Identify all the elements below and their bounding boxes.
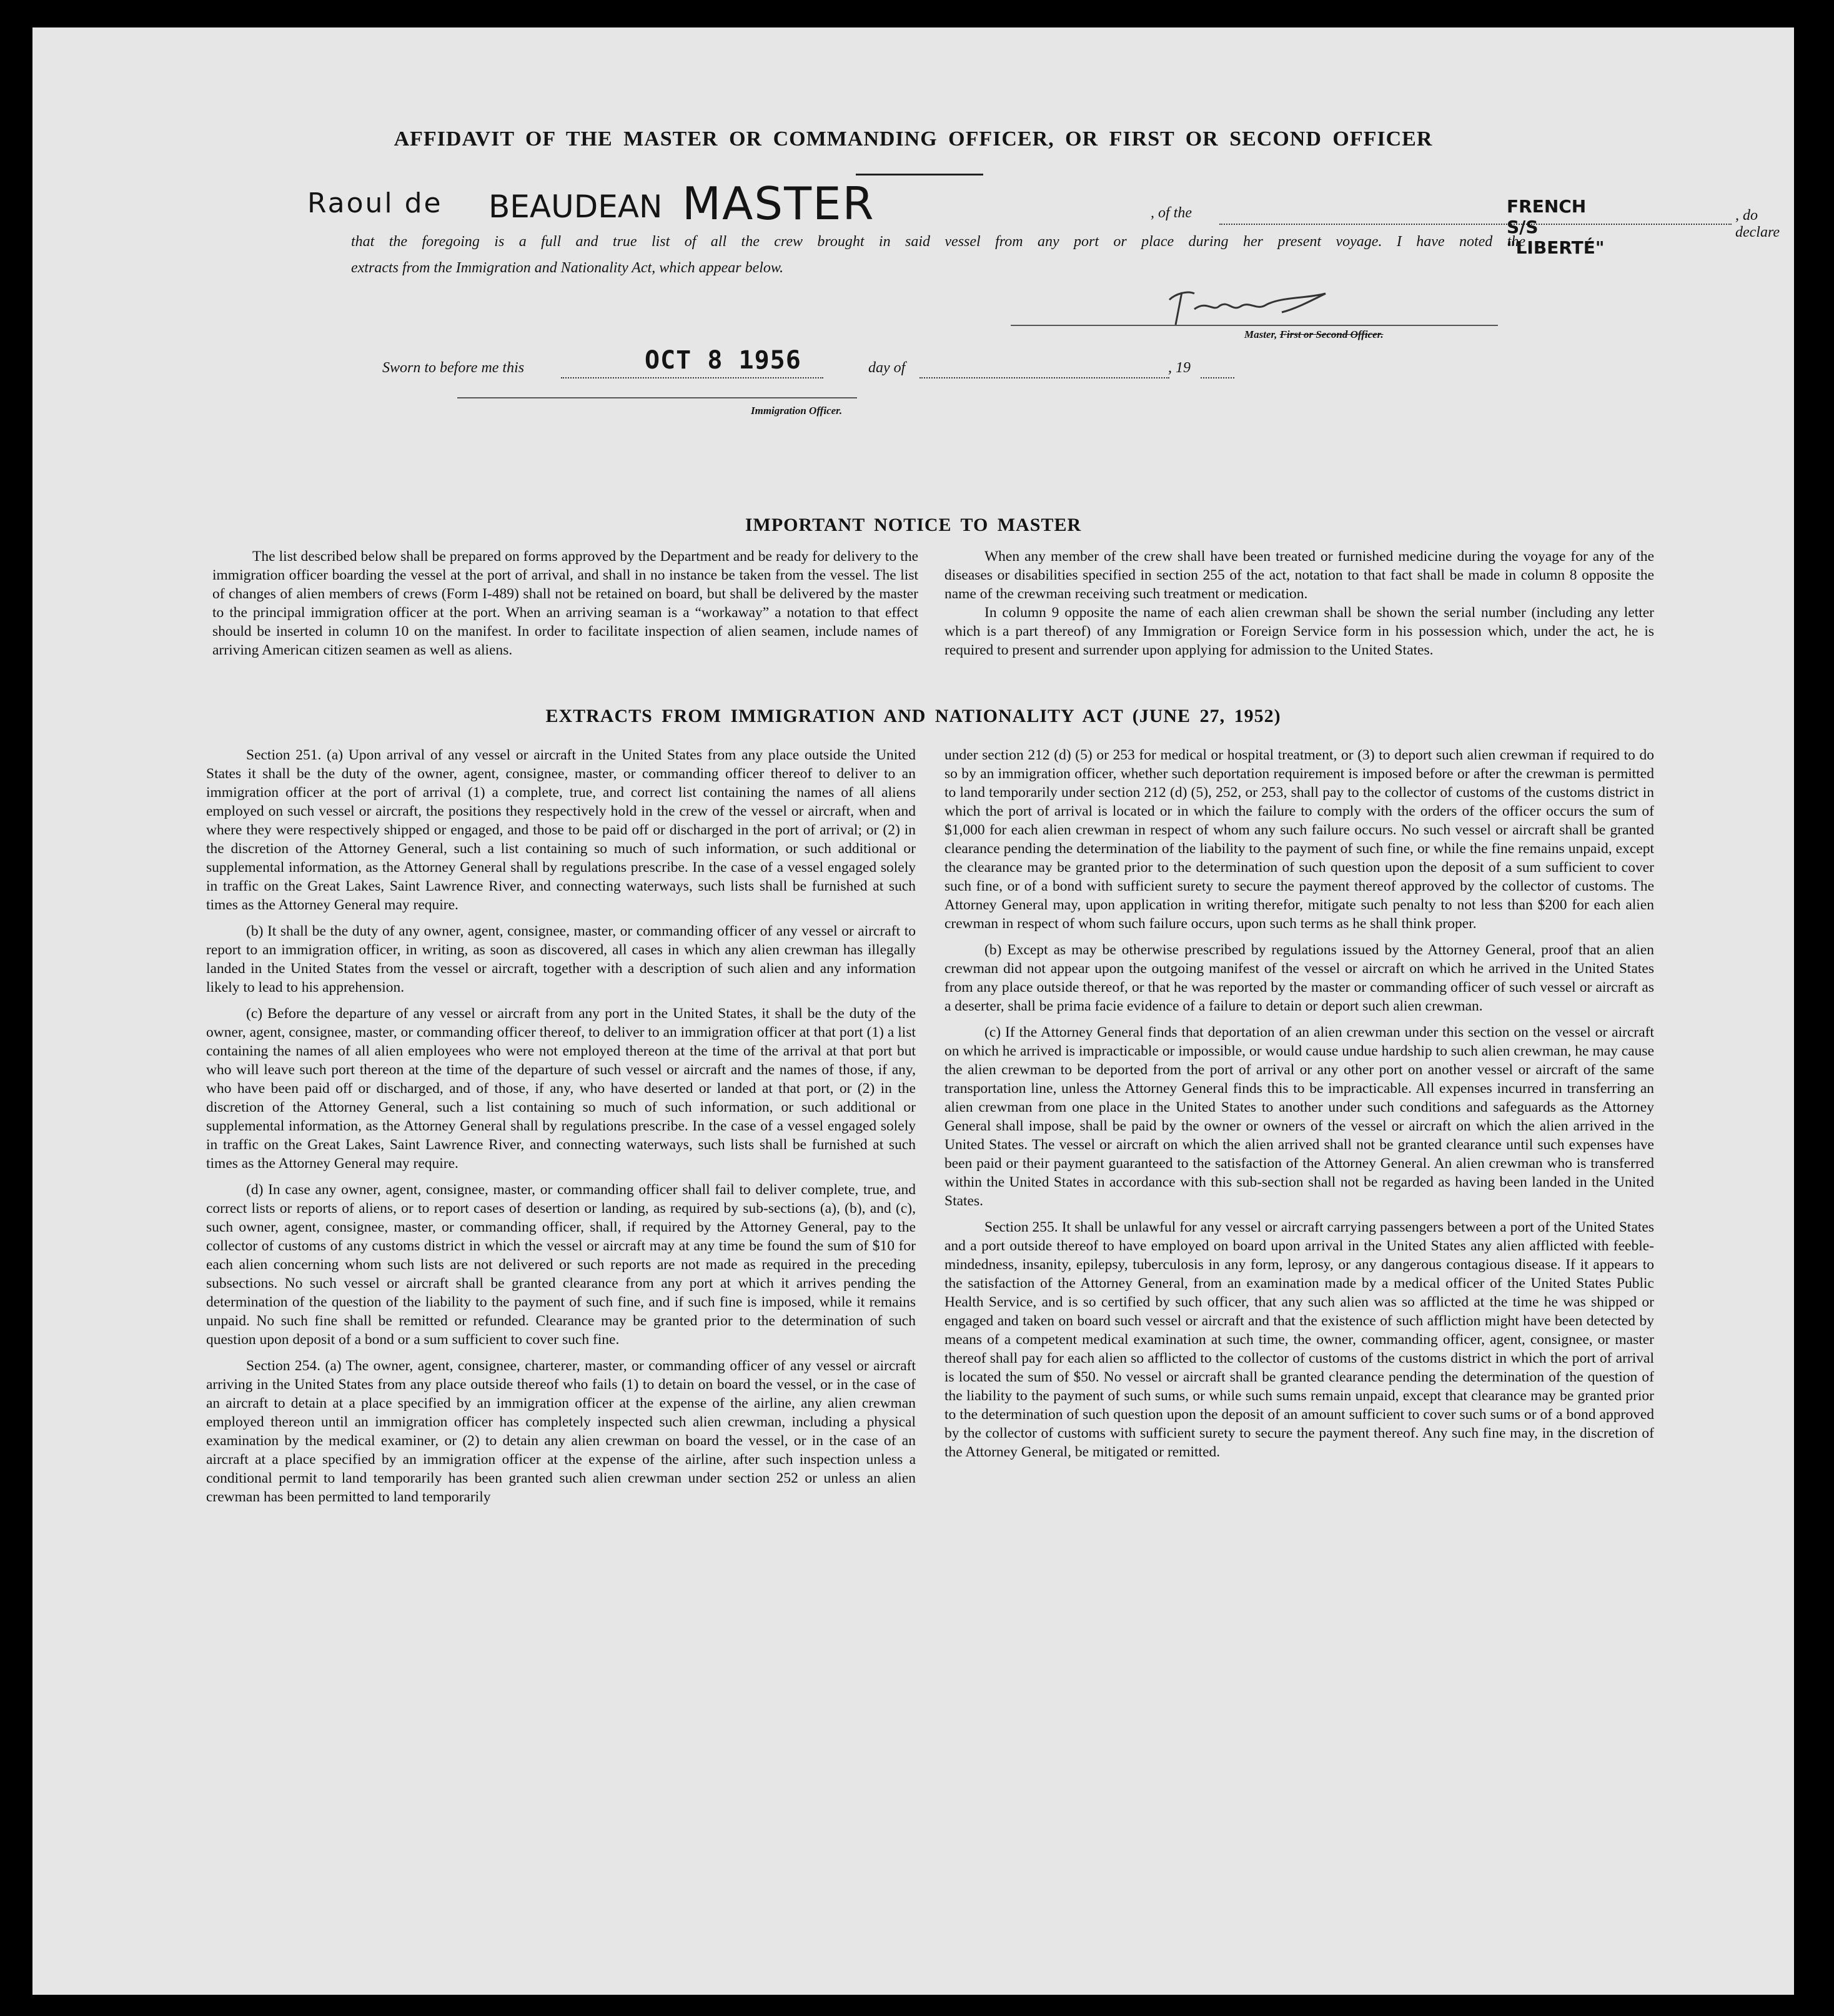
notice-right-column	[944, 547, 1654, 667]
affidavit-statement	[351, 229, 1525, 281]
notice-title: IMPORTANT NOTICE TO MASTER	[745, 515, 1082, 535]
section-251b: (b) It shall be the duty of any owner, agent, consignee, master, or commanding officer of any vessel or aircraft to report to an immigration officer, in writing, as soon as discovered, all cases in which any alien crewman has illegally landed in the United States from the vessel or aircraft, together with a description of such alien and any information likely to lead to his apprehension.	[206, 923, 916, 996]
statement-line-2: extracts from the Immigration and Nationality Act, which appear below.	[351, 260, 784, 276]
typed-rank: MASTER	[682, 177, 875, 230]
section-251d: (d) In case any owner, agent, consignee, master, or commanding officer shall fail to deliver complete, true, and correct lists or reports of aliens, or to report cases of desertion or landing, as required by sub-sections (a), (b), and (c), such owner, agent, consignee, master, or commanding officer, shall, if required by the Attorney General, pay to the collector of customs of any customs district in which the vessel or aircraft may at any time be found the sum of $10 for each alien concerning whom such lists are not delivered or such reports are not made as required in the preceding subsections. No such vessel or aircraft shall be granted clearance from any port at which it arrives pending the determination of the question of the liability to the payment of such fine, and if such fine is imposed, while it remains unpaid. No such fine shall be remitted or refunded. Clearance may be granted prior to the determination of such question upon deposit of a bond or a sum sufficient to cover such fine.	[206, 1182, 916, 1348]
section-255: Section 255. It shall be unlawful for any vessel or aircraft carrying passengers between a port of the United States and a port outside thereof to have employed on board upon arrival in the United States any alien afflicted with feeble-mindedness, insanity, epilepsy, tuberculosis in any form, leprosy, or any dangerous contagious disease. If it appears to the satisfaction of the Attorney General, from an examination made by a medical officer of the United States Public Health Service, and is so certified by such officer, that any such alien was so afflicted at the time he was shipped or engaged and taken on board such vessel or aircraft and that the existence of such affliction might have been detected by means of a competent medical examination at such time, the owner, commanding officer, agent, consignee, or master thereof shall pay for each alien so afflicted to the collector of customs of the customs district in which the port of arrival is located the sum of $50. No vessel or aircraft shall be granted clearance pending the determination of the question of the liability to the payment of such sums, or while such sums remain unpaid, except that clearance may be granted prior to the determination of such question upon the deposit of an amount sufficient to cover such sums or of a bond approved by the collector of customs with sufficient surety to secure the payment thereof. Any such fine may, in the discretion of the Attorney General, be mitigated or remitted.	[944, 1219, 1654, 1460]
section-254a-continued: under section 212 (d) (5) or 253 for medical or hospital treatment, or (3) to deport such alien crewman if required to do so by an immigration officer, whether such deportation requirement is imposed before or after the crewman is permitted to land temporarily under section 212 (d) (5), 252, or 253, shall pay to the collector of customs of the customs district in which the port of arrival is located or in which the failure to comply with the orders of the officer occurs the sum of $1,000 for each alien crewman in respect of whom any such failure occurs. No such vessel or aircraft shall be granted clearance pending the determination of the liability to the payment of such fine, or while the fine remains unpaid, except the clearance may be granted prior to the determination of such question upon the deposit of a sum sufficient to cover such fine, or of a bond with sufficient surety to secure the payment thereof approved by the collector of customs. The Attorney General may, upon application in writing therefor, mitigate such penalty to not less than $200 for each alien crewman in respect of whom such failure occurs, upon such terms as he shall think proper.	[944, 747, 1654, 932]
document-sheet	[32, 27, 1794, 1995]
notice-paragraph: When any member of the crew shall have been treated or furnished medicine during the voyage for any of the diseases or disabilities specified in section 255 of the act, notation to that fact shall be made in column 8 opposite the name of the crewman receiving such treatment or medication.	[944, 548, 1654, 602]
extracts-left-column	[206, 746, 916, 1514]
sworn-prefix: Sworn to before me this	[382, 360, 525, 376]
officer-label: Immigration Officer.	[751, 405, 843, 417]
day-of-label: day of	[868, 360, 906, 376]
vessel-dotted-line	[1219, 199, 1732, 225]
handwritten-name: Raoul de	[307, 187, 443, 219]
of-the-label: , of the	[1151, 205, 1192, 221]
section-254c: (c) If the Attorney General finds that deportation of an alien crewman under this section on the vessel or aircraft on which he arrived is impracticable or impossible, or would cause undue hardship to such alien crewman, he may cause the alien crewman to be deported from the port of arrival or any other port on another vessel or aircraft of the same transportation line, unless the Attorney General finds this to be impracticable. All expenses incurred in transferring an alien crewman from one place in the United States to another under such conditions and safeguards as the Attorney General shall impose, shall be paid by the owner or owners of the vessel or aircraft on which the alien arrived in the United States. The vessel or aircraft on which the alien arrived shall not be granted clearance until such expenses have been paid or their payment guaranteed to the satisfaction of the Attorney General. An alien crewman who is transferred within the United States in accordance with this sub-section shall not be regarded as having been landed in the United States.	[944, 1024, 1654, 1209]
extracts-title: EXTRACTS FROM IMMIGRATION AND NATIONALITY ACT (JUNE 27, 1952)	[545, 706, 1281, 726]
section-254a: Section 254. (a) The owner, agent, consignee, charterer, master, or commanding officer of any vessel or aircraft arriving in the United States from any place outside thereof who fails (1) to detain on board the vessel, or in the case of an aircraft to detain at a place specified by an immigration officer at the expense of the airline, any alien crewman employed thereon until an immigration officer has completely inspected such alien crewman, including a physical examination by the medical examiner, or (2) to detain any alien crewman on board the vessel, or in the case of an aircraft at a place specified by an immigration officer at the expense of the airline, after such inspection unless a conditional permit to land temporarily has been granted such alien crewman under section 252 or unless an alien crewman has been permitted to land temporarily	[206, 1358, 916, 1505]
do-declare-label: , do declare	[1735, 207, 1780, 240]
notice-paragraph: In column 9 opposite the name of each alien crewman shall be shown the serial number (including any letter which is a part thereof) of any Immigration or Foreign Service form in his possession which, under the act, he is required to present and surrender upon applying for admission to the United States.	[944, 605, 1654, 658]
affidavit-title: AFFIDAVIT OF THE MASTER OR COMMANDING OFFICER, OR FIRST OR SECOND OFFICER	[394, 127, 1433, 151]
officer-signature-line	[457, 397, 857, 398]
title-rule	[856, 174, 983, 175]
typed-surname: BEAUDEAN	[488, 189, 663, 225]
struck-officer-label: First or Second Officer.	[1279, 329, 1384, 340]
section-251c: (c) Before the departure of any vessel or aircraft from any port in the United States, it shall be the duty of the owner, agent, consignee, master, or commanding officer thereof, to deliver to an immigration officer at that port (1) a list containing the names of all alien employees who were not employed thereon at the time of the arrival at that port but who will leave such port thereon at the time of the departure of such vessel or aircraft and the names of those, if any, who have been paid off or discharged, and of those, if any, who have deserted or landed at that port, or (2) in the discretion of the Attorney General, such a list containing so much of such information, or such additional or supplemental information, as the Attorney General shall by regulations prescribe. In the case of a vessel engaged solely in traffic on the Great Lakes, Saint Lawrence River, and connecting waterways, such lists shall be furnished at such times as the Attorney General may require.	[206, 1006, 916, 1172]
statement-line-1: that the foregoing is a full and true list of all the crew brought in said vessel from any port or place during her present voyage. I have noted the	[351, 234, 1525, 250]
signature-line	[1011, 325, 1498, 326]
master-signature-icon	[1157, 275, 1382, 331]
year-dotted-line	[1201, 356, 1234, 378]
extracts-right-column	[944, 746, 1654, 1469]
notice-left-column	[212, 547, 918, 667]
signature-label: Master, First or Second Officer.	[1244, 329, 1384, 340]
section-254b: (b) Except as may be otherwise prescribed by regulations issued by the Attorney General, proof that an alien crewman did not appear upon the outgoing manifest of the vessel or aircraft on which he arrived in the United States from any place outside thereof, or that he was reported by the master or commanding officer of such vessel or aircraft as a deserter, shall be prima facie evidence of a failure to detain or deport such alien crewman.	[944, 942, 1654, 1014]
year-prefix: , 19	[1168, 360, 1191, 376]
month-dotted-line	[919, 356, 1169, 378]
notice-paragraph: The list described below shall be prepared on forms approved by the Department and be ready for delivery to the immigration officer boarding the vessel at the port of arrival, and shall in no instance be taken from the vessel. The list of changes of alien members of crews (Form I-489) shall not be retained on board, but shall be delivered by the master to the principal immigration officer at the port. When an arriving seaman is a “workaway” a notation to that effect should be inserted in column 10 on the manifest. In order to facilitate inspection of alien seamen, include names of arriving American citizen seamen as well as aliens.	[212, 548, 918, 658]
sworn-date-stamp: OCT 8 1956	[645, 346, 801, 375]
sworn-line	[382, 343, 1257, 381]
vessel-name: FRENCH S/S "LIBERTÉ"	[1507, 196, 1605, 258]
section-251a: Section 251. (a) Upon arrival of any vessel or aircraft in the United States from any place outside the United States it shall be the duty of the owner, agent, consignee, master, or commanding officer thereof to deliver to an immigration officer at the port of arrival (1) a complete, true, and correct list containing the names of all aliens employed on such vessel or aircraft, the positions they respectively hold in the crew of the vessel or aircraft, when and where they were respectively shipped or engaged, and those to be paid off or discharged in the port of arrival; or (2) in the discretion of the Attorney General, such a list containing so much of such information, or such additional or supplemental information, as the Attorney General shall by regulations prescribe. In the case of a vessel engaged solely in traffic on the Great Lakes, Saint Lawrence River, and connecting waterways, such lists shall be furnished at such times as the Attorney General may require.	[206, 747, 916, 913]
